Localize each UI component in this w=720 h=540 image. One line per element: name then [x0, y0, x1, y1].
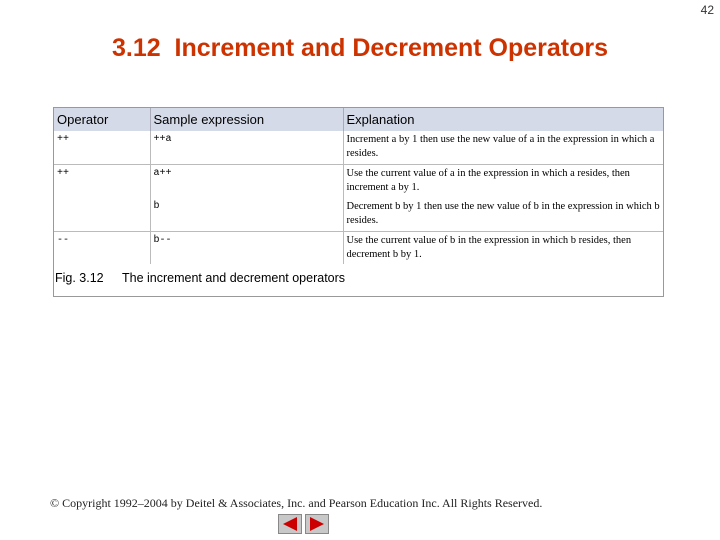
figure-caption: [55, 271, 345, 285]
header-explanation: Explanation: [343, 108, 663, 131]
header-sample-expression: Sample expression: [150, 108, 343, 131]
explanation-cell: Increment a by 1 then use the new value of a in the expression in which a resides.: [343, 131, 663, 164]
sample-cell: b--: [150, 231, 343, 264]
table-header-row: [54, 108, 663, 131]
triangle-right-icon: [309, 517, 325, 531]
figure-caption-text: The increment and decrement operators: [122, 271, 346, 285]
figure-panel: [53, 107, 664, 297]
table-row: [54, 164, 663, 198]
table-row: [54, 131, 663, 164]
explanation-cell: Use the current value of b in the expression in which b resides, then decrement b by 1.: [346, 234, 632, 260]
page-number: 42: [700, 3, 714, 17]
table-row: [54, 231, 663, 264]
copyright-notice: © Copyright 1992–2004 by Deitel & Associates, Inc. and Pearson Education Inc. All Rights Reserved.: [50, 496, 543, 510]
triangle-left-icon: [282, 517, 298, 531]
previous-slide-button[interactable]: [278, 514, 302, 534]
slide-navigation: [278, 514, 329, 534]
figure-label: Fig. 3.12: [55, 271, 104, 285]
operator-cell: ++: [54, 164, 150, 198]
operator-cell: --: [54, 231, 150, 264]
operator-cell: ++: [54, 131, 150, 164]
next-slide-button[interactable]: [305, 514, 329, 534]
sample-cell: b: [150, 198, 343, 231]
sample-cell: ++a: [150, 131, 343, 164]
header-operator: Operator: [54, 108, 150, 131]
operator-cell: [54, 198, 150, 231]
operators-table: [54, 108, 663, 264]
table-row: [54, 198, 663, 231]
slide-title: 3.12 Increment and Decrement Operators: [111, 34, 609, 62]
explanation-cell: Use the current value of a in the expression in which a resides, then increment a by 1.: [346, 167, 630, 193]
explanation-cell: Decrement b by 1 then use the new value of b in the expression in which b resides.: [343, 198, 663, 231]
sample-cell: a++: [150, 164, 343, 198]
